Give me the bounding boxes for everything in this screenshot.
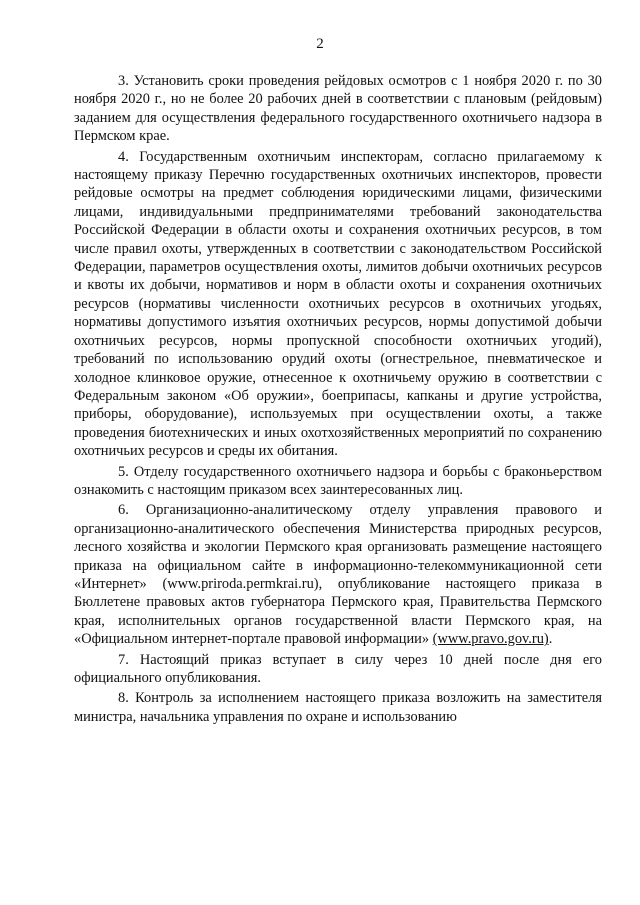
paragraph-3: 3. Установить сроки проведения рейдовых осмотров с 1 ноября 2020 г. по 30 ноября 2020 г., но не более 20 рабочих дней в соответствии с плановым (рейдовым) заданием для осуществления федерального государственного охотничьего надзора в Пермском крае.: [74, 73, 602, 145]
paragraph-6-tail: .: [548, 631, 553, 648]
paragraph-5: 5. Отделу государственного охотничьего надзора и борьбы с браконьерством ознакомить с настоящим приказом всех заинтересованных лиц.: [74, 463, 602, 498]
paragraph-8: 8. Контроль за исполнением настоящего приказа возложить на заместителя министра, начальника управления по охране и использованию: [74, 690, 602, 725]
paragraph-7: 7. Настоящий приказ вступает в силу через 10 дней после дня его официального опубликования.: [74, 651, 602, 686]
page-number: 2: [316, 36, 324, 52]
paragraph-6: [74, 501, 602, 648]
document-body: [74, 72, 602, 728]
paragraph-6-text: 6. Организационно-аналитическому отделу управления правового и организационно-аналитического обеспечения Министерства природных ресурсов, лесного хозяйства и экологии Пермского края организовать размещение настоящего приказа на официальном сайте в информационно-телекоммуникационной сети «Интернет» (www.priroda.permkrai.ru), опубликование настоящего приказа в Бюллетене правовых актов губернатора Пермского края, Правительства Пермского края, исполнительных органов государственной власти Пермского края, на «Официальном интернет-портале правовой информации»: [74, 502, 602, 648]
paragraph-4: 4. Государственным охотничьим инспекторам, согласно прилагаемому к настоящему приказу Перечню государственных охотничьих инспекторов, провести рейдовые осмотры на предмет соблюдения юридическими лицами, физическими лицами, индивидуальными предпринимателями требований законодательства Российской Федерации в области охоты и сохранения охотничьих ресурсов, в том числе правил охоты, утвержденных в соответствии с законодательством Российской Федерации, параметров осуществления охоты, лимитов добычи охотничьих ресурсов и квоты их добычи, нормативов и норм в области охоты и сохранения охотничьих ресурсов (нормативы численности охотничьих ресурсов в охотничьих угодьях, нормативы допустимого изъятия охотничьих ресурсов, нормы допустимой добычи охотничьих ресурсов, нормы пропускной способности охотничьих угодий), требований по использованию орудий охоты (огнестрельное, пневматическое и холодное клинковое оружие, отнесенное к охотничьему оружию в соответствии с Федеральным законом «Об оружии», боеприпасы, капканы и другие устройства, приборы, оборудование), используемых при осуществлении охоты, а также проведения биотехнических и иных охотхозяйственных мероприятий по сохранению охотничьих ресурсов и среды их обитания.: [74, 148, 602, 460]
pravo-gov-link[interactable]: (www.pravo.gov.ru): [432, 631, 549, 648]
